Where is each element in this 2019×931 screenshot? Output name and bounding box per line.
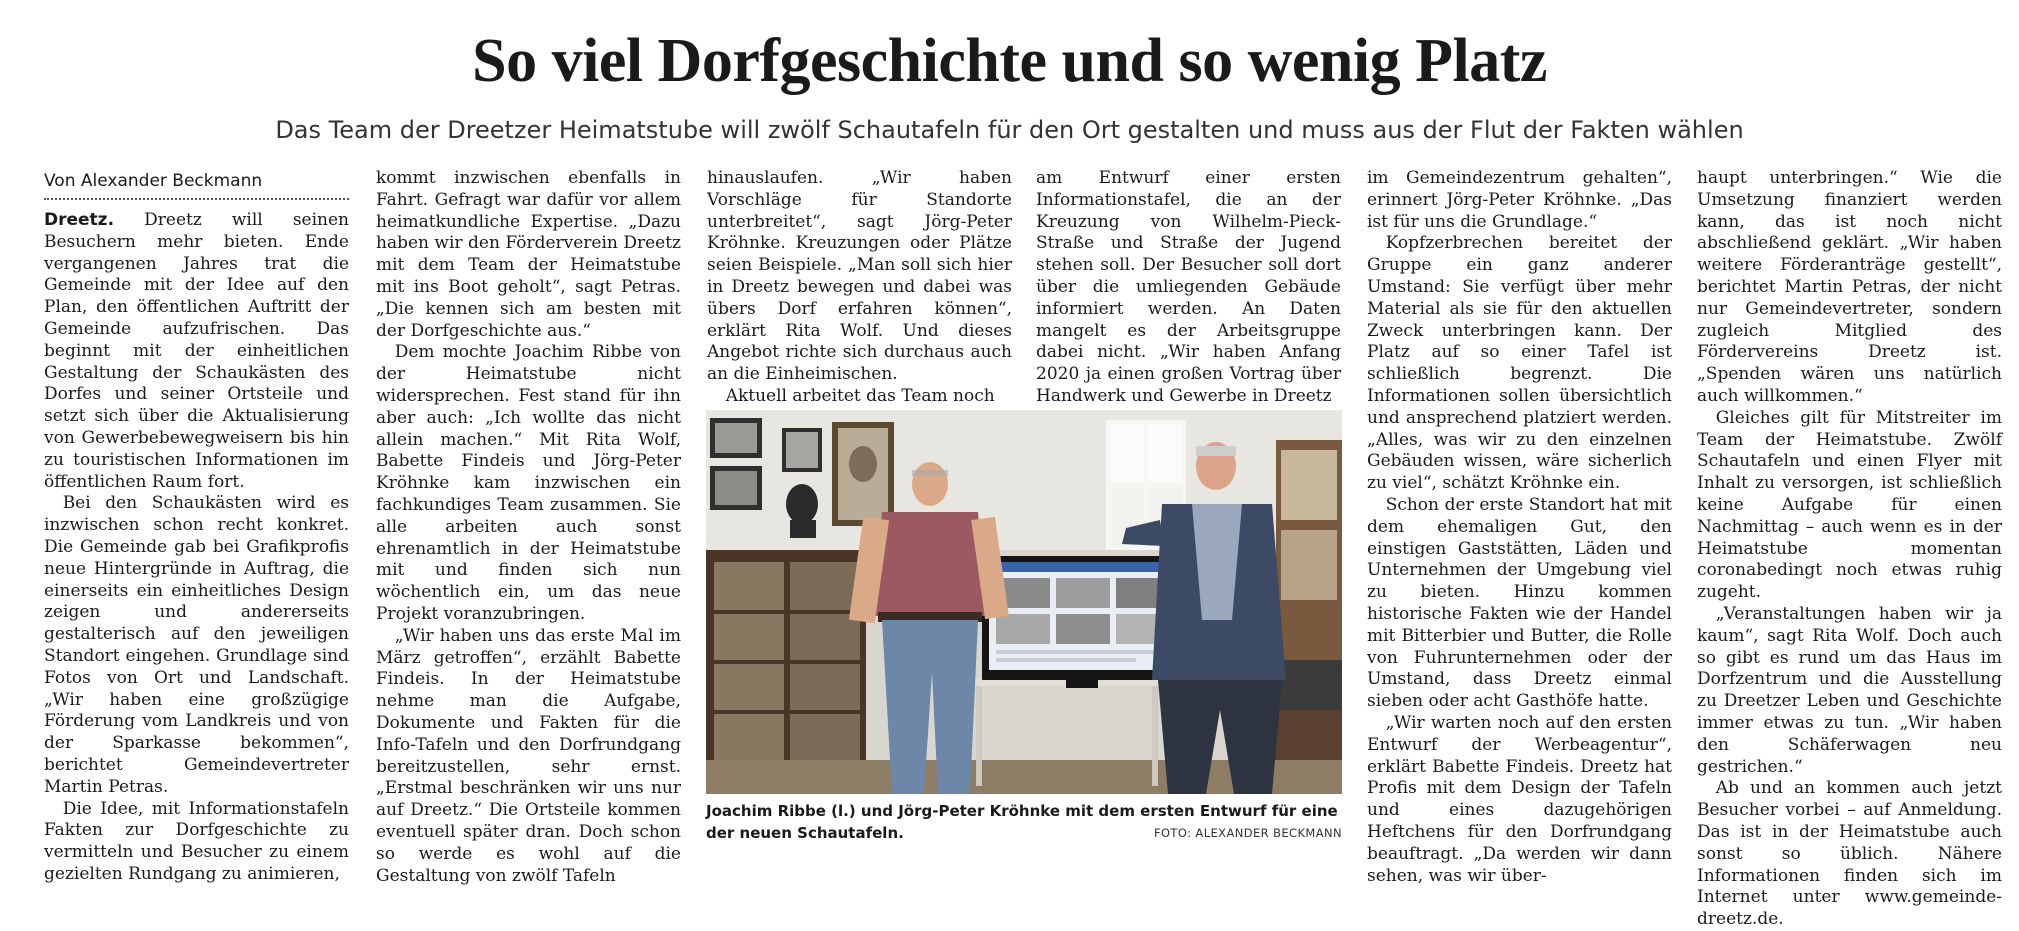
article-column-4 bbox=[1036, 168, 1341, 406]
article-paragraph: hinauslaufen. „Wir haben Vorschläge für Standorte unterbreitet“, sagt Jörg-Peter Kröhnke. Kreuzungen oder Plätze seien Beispiele. „Man soll sich hier in Dreetz bewegen und dabei was übers Dorf erfahren können“, erklärt Rita Wolf. Und dieses Angebot richte sich durchaus auch an die Einheimischen. bbox=[707, 168, 1012, 385]
paragraph-text: Dreetz will seinen Besuchern mehr bieten. Ende vergangenen Jahres trat die Gemeinde mit der Idee auf den Plan, den öffentlichen Auftritt der Gemeinde aufzufrischen. Das beginnt mit der einheitlichen Gestaltung der Schaukästen des Dorfes und seiner Ortsteile und setzt sich über die Aktualisierung von Gewerbebewegweisern bis hin zu touristischen Informationen im öffentlichen Raum fort. bbox=[44, 210, 349, 492]
article-paragraph: kommt inzwischen ebenfalls in Fahrt. Gefragt war dafür vor allem heimatkundliche Expertise. „Dazu haben wir den Förderverein Dreetz mit dem Team der Heimatstube mit ins Boot geholt“, sagt Petras. „Die kennen sich am besten mit der Dorfgeschichte aus.“ bbox=[376, 168, 681, 341]
article-paragraph: Bei den Schaukästen wird es inzwischen schon recht konkret. Die Gemeinde gab bei Grafikprofis neue Hintergründe in Auftrag, die einerseits ein einheitliches Design zeigen und andererseits gestalterisch auf den jeweiligen Standort eingehen. Grundlage sind Fotos von Ort und Landschaft. „Wir haben eine großzügige Förderung vom Landkreis und von der Sparkasse bekommen“, berichtet Gemeindevertreter Martin Petras. bbox=[44, 493, 349, 797]
dateline: Dreetz. bbox=[44, 210, 115, 230]
article-paragraph: „Wir warten noch auf den ersten Entwurf der Werbeagentur“, erklärt Babette Findeis. Dreetz hat Profis mit dem Design der Tafeln und eines dazugehörigen Heftchens für den Dorfrundgang beauftragt. „Da werden wir dann sehen, was wir über- bbox=[1367, 712, 1672, 886]
article-paragraph: „Veranstaltungen haben wir ja kaum“, sagt Rita Wolf. Doch auch so gibt es rund um das Haus im Dorfzentrum und die Ausstellung zu Dreetzer Leben und Geschichte immer etwas zu tun. „Wir haben den Schäferwagen neu gestrichen.“ bbox=[1697, 603, 2002, 777]
photo-credit: FOTO: ALEXANDER BECKMANN bbox=[1153, 826, 1342, 840]
headline: So viel Dorfgeschichte und so wenig Platz bbox=[472, 27, 1547, 95]
article-paragraph: Schon der erste Standort hat mit dem ehemaligen Gut, den einstigen Gaststätten, Läden und Unternehmen der Umgebung viel zu bieten. Hinzu kommen historische Fakten wie der Handel mit Bitterbier und Butter, die Rolle von Fuhrunternehmen oder der Umstand, dass Dreetz einmal sieben oder acht Gasthöfe hatte. bbox=[1367, 494, 1672, 712]
photo-caption bbox=[706, 800, 1342, 844]
article-paragraph: Ab und an kommen auch jetzt Besucher vorbei – auf Anmeldung. Das ist in der Heimatstube auch sonst so üblich. Nähere Informationen finden sich im Internet unter www.gemeinde-dreetz.de. bbox=[1697, 778, 2002, 930]
article-paragraph: Dem mochte Joachim Ribbe von der Heimatstube nicht widersprechen. Fest stand für ihn aber auch: „Ich wollte das nicht allein machen.“ Mit Rita Wolf, Babette Findeis und Jörg-Peter Kröhnke kam inzwischen ein fachkundiges Team zusammen. Sie alle arbeiten auch sonst ehrenamtlich in der Heimatstube mit und finden sich nun wöchentlich ein, um das neue Projekt voranzubringen. bbox=[376, 342, 681, 624]
article-paragraph: Die Idee, mit Informationstafeln Fakten zur Dorfgeschichte zu vermitteln und Besucher zu einem gezielten Rundgang zu animieren, bbox=[44, 798, 349, 884]
article-paragraph: im Gemeindezentrum gehalten“, erinnert Jörg-Peter Kröhnke. „Das ist für uns die Grundlage.“ bbox=[1367, 168, 1672, 232]
article-paragraph: Aktuell arbeitet das Team noch bbox=[725, 385, 995, 406]
article-column-6 bbox=[1697, 168, 2002, 930]
article-column-2 bbox=[376, 168, 681, 886]
article-column-3 bbox=[707, 168, 1012, 406]
article-column-1 bbox=[44, 168, 349, 884]
article-paragraph: Kopfzerbrechen bereitet der Gruppe ein ganz anderer Umstand: Sie verfügt über mehr Material als sie für den aktuellen Zweck unterbringen kann. Der Platz auf so einer Tafel ist schließlich begrenzt. Die Informationen sollen übersichtlich und ansprechend platziert werden. „Alles, was wir zu den einzelnen Gebäuden wissen, wäre sicherlich zu viel“, schätzt Kröhnke ein. bbox=[1367, 233, 1672, 494]
article-paragraph: Gleiches gilt für Mitstreiter im Team der Heimatstube. Zwölf Schautafeln und einen Flyer mit Inhalt zu versorgen, ist schließlich keine Aufgabe für einen Nachmittag – auch wenn es in der Heimatstube momentan coronabedingt noch etwas ruhig zugeht. bbox=[1697, 407, 2002, 603]
article-photo bbox=[706, 410, 1342, 794]
subheadline: Das Team der Dreetzer Heimatstube will zwölf Schautafeln für den Ort gestalten und muss aus der Flut der Fakten wählen bbox=[275, 116, 1744, 144]
caption-text: Joachim Ribbe (l.) und Jörg-Peter Kröhnke mit dem ersten Entwurf für eine der neuen Schautafeln. bbox=[706, 802, 1338, 842]
article-paragraph bbox=[44, 210, 349, 493]
article-paragraph: „Wir haben uns das erste Mal im März getroffen“, erzählt Babette Findeis. In der Heimatstube nehme man die Aufgabe, Dokumente und Fakten für die Info-Tafeln und den Dorfrundgang bereitzustellen, sehr ernst. „Erstmal beschränken wir uns nur auf Dreetz.“ Die Ortsteile kommen eventuell später dran. Doch schon so werde es wohl auf die Gestaltung von zwölf Tafeln bbox=[376, 625, 681, 886]
byline: Von Alexander Beckmann bbox=[44, 168, 349, 200]
article-column-5 bbox=[1367, 168, 1672, 886]
article-paragraph: haupt unterbringen.“ Wie die Umsetzung finanziert werden kann, das ist noch nicht abschließend geklärt. „Wir haben weitere Förderanträge gestellt“, berichtet Martin Petras, der nicht nur Gemeindevertreter, sondern zugleich Mitglied des Fördervereins Dreetz ist. „Spenden wären uns natürlich auch willkommen.“ bbox=[1697, 168, 2002, 406]
article-paragraph: am Entwurf einer ersten Informationstafel, die an der Kreuzung von Wilhelm-Pieck-Straße und Straße der Jugend stehen soll. Der Besucher soll dort über die umliegenden Gebäude informiert werden. An Daten mangelt es der Arbeitsgruppe dabei nicht. „Wir haben Anfang 2020 ja einen großen Vortrag über Handwerk und Gewerbe in Dreetz bbox=[1036, 168, 1341, 406]
